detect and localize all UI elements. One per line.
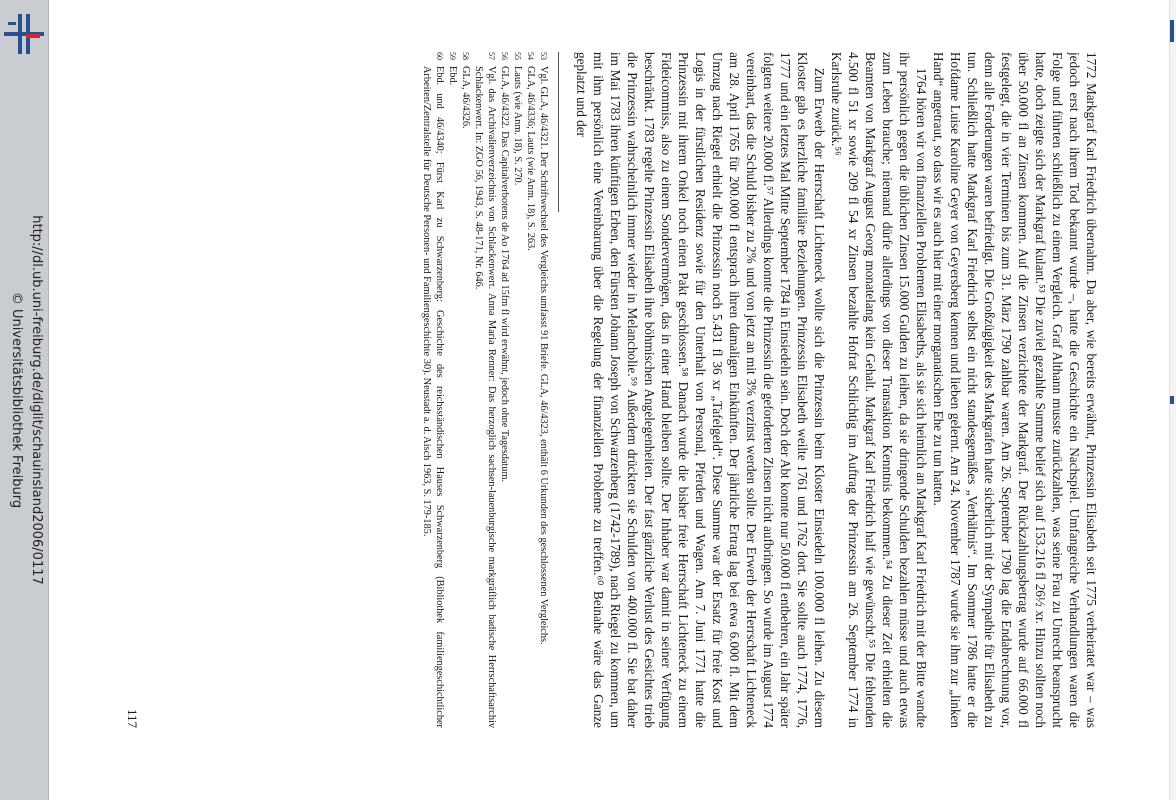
source-url[interactable]: http://dl.ub.uni-freiburg.de/diglit/schauinsland2006/0117 — [29, 215, 44, 585]
viewer-right-edge — [1169, 0, 1176, 800]
copyright-notice: © Universitätsbibliothek Freiburg — [9, 291, 24, 509]
footnote: 54GLA, 46/4336; Lauts (wie Anm. 18), S. 263. — [525, 52, 536, 251]
body-paragraph: 1772 Markgraf Karl Friedrich übernahm. Da aber, wie bereits erwähnt, Prinzessin Elisabeth seit 1775 verheiratet war – was jedoch erst nach ihrem Tod bekannt wurde –, hatte die Geschichte ein Nachspiel. Umfangreiche Verhandlungen waren die Folge und führten schließlich zu einem Vergleich. Graf Althann musste zurückzahlen, was seine Frau zu Unrecht beansprucht hatte, doch zeigte sich der Markgraf kulant.⁵³ Die zuviel gezahlte Summe belief sich auf 153.216 fl 26½ xr. Hinzu sollten noch über 50.000 fl an Zinsen kommen. Auf die Zinsen verzichtete der Markgraf. Der Rückzahlungsbetrag wurde auf 66.000 fl festgelegt, die in vier Terminen bis zum 31. März 1790 zahlbar waren. Am 26. September 1790 lag die Endabrechnung vor, denn alle Forderungen waren befriedigt. Die Großzügigkeit des Markgrafen hatte sicherlich mit der Sympathie für Elisabeth zu tun. Schließlich hatte Markgraf Karl Friedrich selbst ein nicht standesgemäßes „Verhältnis“. Im Sommer 1786 hatte er die Hofdame Luise Karoline Geyer von Geyersberg kennen und lieben gelernt. Am 24. November 1787 wurde sie ihm zur „linken Hand“ angetraut, so dass wir es auch hier mit einer morganatischen Ehe zu tun hatten. — [931, 52, 1099, 728]
scroll-marker[interactable] — [1170, 20, 1174, 42]
footnote: 58GLA, 46/4326. — [460, 52, 471, 129]
source-caption — [2, 20, 46, 780]
body-paragraph: 1764 hören wir von finanziellen Problemen Elisabeths, als sie sich heimlich an Markgraf Karl Friedrich mit der Bitte wandte ihr persönlich gegen die üblichen Zinsen 15.000 Gulden zu leihen, da sie dringende Schulden bezahlen müsse und auch etwas zum Leben brauche; niemand dürfe allerdings von dieser Transaktion Kenntnis bekommen.⁵⁴ Zu dieser Zeit erhielten die Beamten von Markgraf August Georg monatelang kein Gehalt. Markgraf Karl Friedrich half wie gewünscht.⁵⁵ Die fehlenden 4.500 fl 51 xr sowie 209 fl 54 xr Zinsen bezahlte Hofrat Schlichtig im Auftrag der Prinzessin am 26. September 1774 in Karlsruhe zurück.⁵⁶ — [829, 52, 929, 728]
footnote-separator — [558, 52, 559, 212]
position-marker — [1170, 396, 1174, 404]
footnote: 53Vgl. GLA, 46/4321. Der Schriftwechsel des Vergleichs umfasst 91 Briefe. GLA, 46/4323, enthält 6 Urkunden des geschlossenen Vergleichs. — [538, 52, 549, 645]
footnote: 60Ebd. und 46/4340; Fürst Karl zu Schwarzenberg: Geschichte des reichsständischen Hauses Schwarzenberg (Bibliothek familiengeschichtlicher Arbeiten/Zentralstelle für Deutsche Personen- und Familiengeschichte 30). Neustadt a. d. Aisch 1963, S. 179-185. — [421, 52, 445, 728]
body-paragraph: Zum Erwerb der Herrschaft Lichteneck wollte sich die Prinzessin beim Kloster Einsiedeln 100.000 fl leihen. Zu diesem Kloster gab es herzliche familiäre Beziehungen. Prinzessin Elisabeth weilte 1761 und 1762 dort. Sie sollte auch 1774, 1776, 1777 und ein letztes Mal Mitte September 1784 in Einsiedeln sein. Doch der Abt konnte nur 50.000 fl entbehren, ein Jahr später folgten weitere 20.000 fl.⁵⁷ Allerdings konnte die Prinzessin die geforderten Zinsen nicht aufbringen. So wurde im August 1774 vereinbart, das die Schuld bisher zu 2% und von jetzt an mit 3% verzinst werden sollte. Der Erwerb der Herrschaft Lichteneck am 28. April 1765 für 200.000 fl entsprach ihren damaligen Einkünften. Der jährliche Ertrag lag bei etwa 6.000 fl. Mit dem Umzug nach Riegel erhielt die Prinzessin noch 5.431 fl 36 xr „Tafelgeld“. Diese Summe war der Ersatz für freie Kost und Logis in der fürstlichen Residenz sowie für den Unterhalt von Personal, Pferden und Wagen. Am 7. Juni 1771 hatte die Prinzessin mit ihrem Onkel noch einen Pakt geschlossen.⁵⁸ Danach wurde die bisher freie Herrschaft Lichteneck zu einem Fideicommiss, also zu einem Sondervermögen, das in einer Hand bleiben sollte. Der Inhaber war damit in seiner Verfügung beschränkt. 1783 regelte Prinzessin Elisabeth ihre böhmischen Angelegenheiten. Der fast gänzliche Verlust des Gesichtes trieb die Prinzessin wahrscheinlich immer wieder in Melancholie.⁵⁹ Außerdem drückten sie Schulden von 400.000 fl. Sie bat daher im Mai 1783 ihren künftigen Erben, den Fürsten Johann Joseph von Schwarzenberg (1742-1789), nach Riegel zu kommen, um mit ihm persönlich eine Vereinbarung über die Regelung der finanziellen Probleme zu treffen.⁶⁰ Beinahe wäre das Ganze geplatzt und der — [574, 52, 827, 728]
footnote: 56GLA, 46/4322. Das Capitalverbotens de Ao 1764 ad 15fm fl wird erwähnt, jedoch ohne Tagesdatum. — [499, 52, 510, 483]
footnote: 59Ebd. — [447, 52, 458, 86]
footnote: 57Vgl. das Archivalienverzeichnis von Schlackenwert. Anna Maria Renner: Das herzoglich sachsen-lauenburgische markgräflich badische Herrschaftsarchiv Schlackenwert. In: ZGO 56, 1943, S. 48-171, Nr. 646. — [473, 52, 497, 728]
viewer-sidebar — [0, 0, 49, 800]
scanned-page — [120, 52, 1100, 728]
page-number: 117 — [125, 708, 140, 728]
footnote: 55Lauts (wie Anm. 18), S. 270. — [512, 52, 523, 186]
